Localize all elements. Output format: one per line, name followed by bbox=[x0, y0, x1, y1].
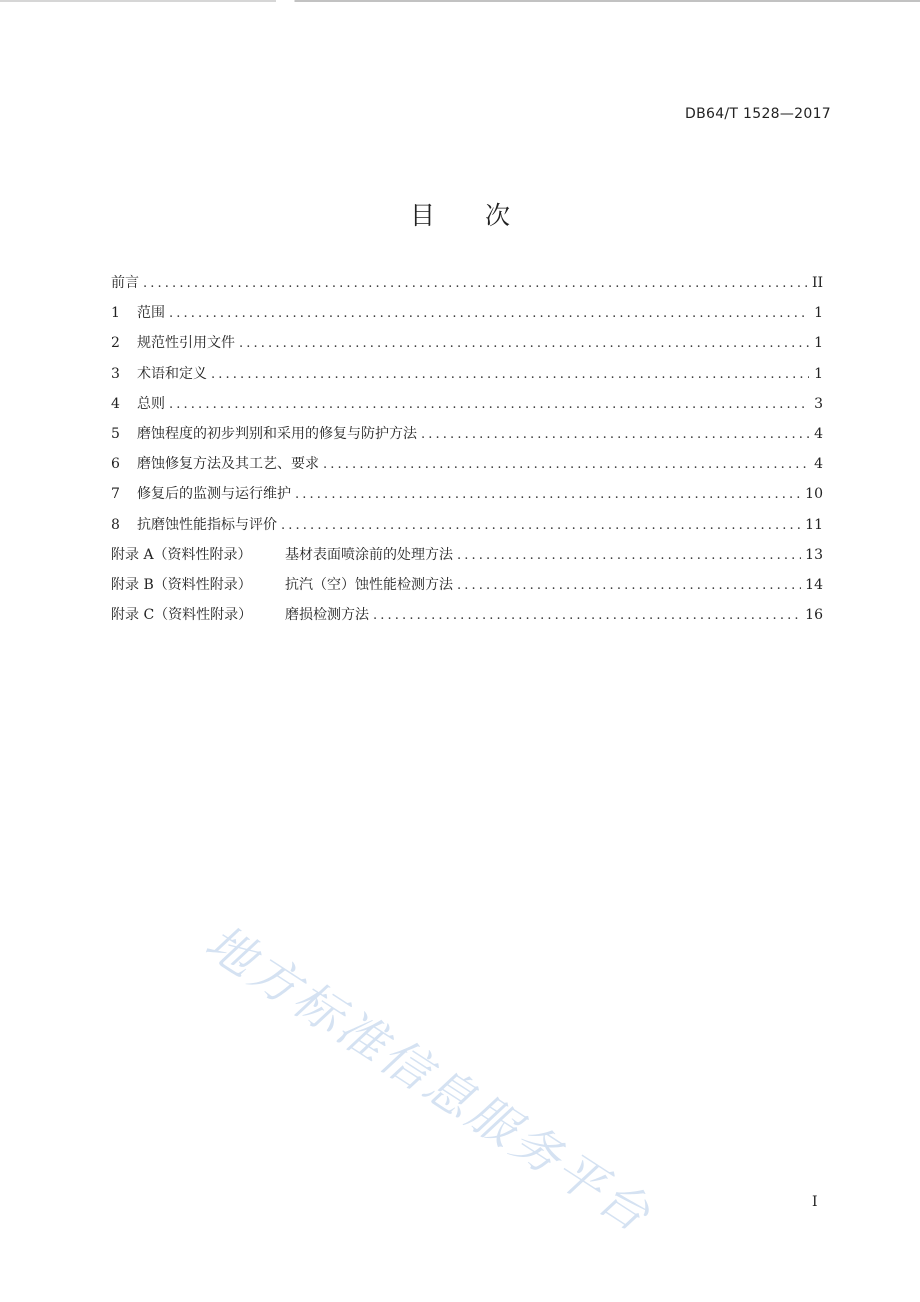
toc-label: 基材表面喷涂前的处理方法 bbox=[285, 546, 453, 563]
toc-number: 1 bbox=[111, 305, 120, 322]
toc-label: 术语和定义 bbox=[137, 365, 207, 382]
toc-number: 7 bbox=[111, 486, 120, 503]
toc-entry-8[interactable] bbox=[111, 514, 823, 544]
top-border bbox=[0, 0, 920, 2]
toc-leader bbox=[281, 518, 801, 533]
toc-page: 10 bbox=[805, 486, 823, 503]
toc-appendix-c[interactable] bbox=[111, 604, 823, 634]
toc-label: 抗磨蚀性能指标与评价 bbox=[137, 516, 277, 533]
appendix-prefix: 附录 A（资料性附录） bbox=[111, 546, 252, 563]
toc-leader bbox=[323, 457, 809, 472]
toc-number: 3 bbox=[111, 365, 120, 382]
toc-label: 磨蚀程度的初步判别和采用的修复与防护方法 bbox=[137, 425, 417, 442]
toc-leader bbox=[457, 578, 801, 593]
toc-leader bbox=[457, 548, 801, 563]
toc-number: 4 bbox=[111, 395, 120, 412]
toc-entry-foreword[interactable] bbox=[111, 272, 823, 302]
toc-entry-4[interactable] bbox=[111, 393, 823, 423]
toc-label: 规范性引用文件 bbox=[137, 335, 235, 352]
toc-leader bbox=[211, 367, 809, 382]
toc-number: 5 bbox=[111, 425, 120, 442]
toc-page: 1 bbox=[814, 335, 823, 352]
toc-label: 磨蚀修复方法及其工艺、要求 bbox=[137, 456, 319, 473]
toc-entry-1[interactable] bbox=[111, 302, 823, 332]
toc-label: 总则 bbox=[137, 395, 165, 412]
toc-number: 6 bbox=[111, 456, 120, 473]
toc-appendix-a[interactable] bbox=[111, 544, 823, 574]
document-number: DB64/T 1528—2017 bbox=[685, 106, 831, 122]
toc-leader bbox=[421, 427, 809, 442]
toc-leader bbox=[143, 276, 808, 291]
toc-appendix-b[interactable] bbox=[111, 574, 823, 604]
toc-page: 3 bbox=[814, 395, 823, 412]
toc-page: 4 bbox=[814, 425, 823, 442]
toc-label: 抗汽（空）蚀性能检测方法 bbox=[285, 576, 453, 593]
toc-entry-2[interactable] bbox=[111, 332, 823, 362]
toc-entry-6[interactable] bbox=[111, 453, 823, 483]
toc-entry-3[interactable] bbox=[111, 363, 823, 393]
toc-page: 16 bbox=[805, 607, 823, 624]
toc-page: 1 bbox=[814, 305, 823, 322]
toc-page: 4 bbox=[814, 456, 823, 473]
toc-number: 2 bbox=[111, 335, 120, 352]
toc-entry-5[interactable] bbox=[111, 423, 823, 453]
toc-leader bbox=[239, 336, 809, 351]
toc-page: 13 bbox=[805, 546, 823, 563]
toc-entry-7[interactable] bbox=[111, 483, 823, 513]
toc-label: 范围 bbox=[137, 305, 165, 322]
toc-page: 1 bbox=[814, 365, 823, 382]
toc-leader bbox=[295, 487, 801, 502]
toc-number: 8 bbox=[111, 516, 120, 533]
toc-label: 磨损检测方法 bbox=[285, 607, 369, 624]
toc-page: 14 bbox=[805, 576, 823, 593]
toc-label: 前言 bbox=[111, 275, 139, 291]
appendix-prefix: 附录 B（资料性附录） bbox=[111, 576, 252, 593]
toc-page: 11 bbox=[805, 516, 823, 533]
page-title: 目 次 bbox=[409, 201, 510, 230]
table-of-contents bbox=[111, 272, 823, 634]
toc-label: 修复后的监测与运行维护 bbox=[137, 486, 291, 503]
toc-leader bbox=[373, 608, 801, 623]
page-number: I bbox=[812, 1194, 818, 1210]
toc-leader bbox=[169, 397, 809, 412]
watermark: 地方标准信息服务平台 bbox=[195, 914, 663, 1245]
toc-leader bbox=[169, 306, 809, 321]
toc-page: II bbox=[811, 275, 823, 291]
appendix-prefix: 附录 C（资料性附录） bbox=[111, 607, 253, 624]
